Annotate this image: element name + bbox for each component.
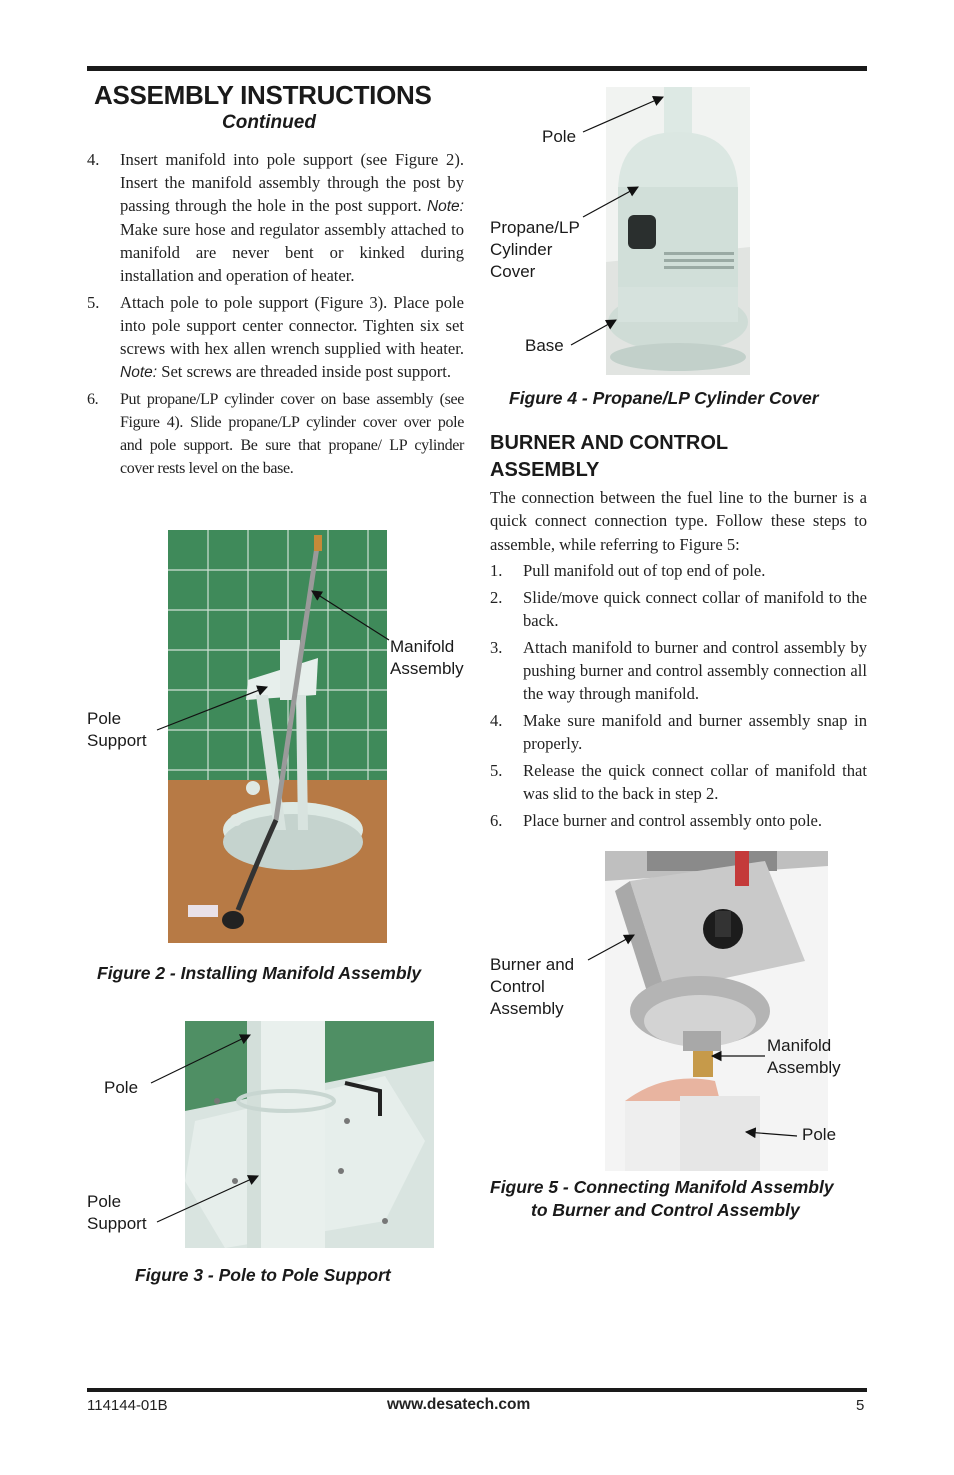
- step-number: 5.: [490, 761, 503, 780]
- figure4-label-cover: Propane/LP Cylinder Cover: [490, 218, 580, 281]
- step-number: 4.: [87, 150, 100, 169]
- step-number: 5.: [87, 293, 100, 312]
- page-subtitle: Continued: [222, 112, 316, 133]
- arrow-line: [746, 1132, 797, 1136]
- step-text: Set screws are threaded inside post support.: [157, 362, 452, 381]
- section-intro: The connection between the fuel line to the burner is a quick connect connection type. Follow these steps to assemble, while referring to Figure 5:: [490, 488, 867, 554]
- step-number: 3.: [490, 638, 503, 657]
- figure2-caption: Figure 2 - Installing Manifold Assembly: [97, 963, 422, 983]
- figure3-label-pole: Pole: [104, 1078, 139, 1097]
- figure3-caption: Figure 3 - Pole to Pole Support: [135, 1265, 391, 1285]
- page-number: 5: [856, 1397, 865, 1414]
- doc-number: 114144-01B: [87, 1397, 168, 1414]
- step-text: Attach manifold to burner and control assembly by pushing burner and control assembly connection all the way through manifold.: [523, 638, 867, 703]
- page-title: ASSEMBLY INSTRUCTIONS: [94, 80, 432, 110]
- note-label: Note:: [120, 364, 158, 381]
- step-text: Slide/move quick connect collar of manifold to the back.: [523, 588, 867, 630]
- arrow-line: [583, 97, 663, 132]
- step-text: Release the quick connect collar of manifold that was slid to the back in step 2.: [523, 761, 867, 803]
- step-number: 6.: [490, 811, 503, 830]
- step-text: Make sure manifold and burner assembly snap in properly.: [523, 711, 867, 753]
- section-heading: BURNER AND CONTROL ASSEMBLY: [490, 432, 728, 481]
- arrow-line: [571, 320, 616, 345]
- arrow-line: [151, 1035, 250, 1083]
- arrow-line: [583, 187, 638, 217]
- step-text: Insert manifold into pole support (see Figure 2). Insert the manifold assembly through the post by passing through the hole in the post support.: [120, 150, 464, 215]
- figure4-label-base: Base: [525, 336, 564, 355]
- figure5-label-pole: Pole: [802, 1125, 837, 1144]
- step-number: 2.: [490, 588, 503, 607]
- figure4-label-pole: Pole: [542, 127, 577, 146]
- arrow-line: [312, 591, 389, 640]
- step-text: Attach pole to pole support (Figure 3). Place pole into pole support center connector. Tighten six set screws with hex allen wrench supplied with heater.: [120, 293, 464, 358]
- arrow-line: [588, 935, 634, 960]
- figure4-caption: Figure 4 - Propane/LP Cylinder Cover: [509, 388, 819, 408]
- step-text: Put propane/LP cylinder cover on base assembly (see Figure 4). Slide propane/LP cylinder cover over pole and pole support. Be sure that propane/ LP cylinder cover rests level on the base.: [120, 391, 464, 477]
- step-text: Make sure hose and regulator assembly attached to manifold are never bent or kinked during installation and operation of heater.: [120, 220, 464, 285]
- step-number: 6.: [87, 391, 99, 408]
- note-label: Note:: [426, 198, 464, 215]
- figure5-caption-line1: Figure 5 - Connecting Manifold Assembly: [490, 1177, 834, 1197]
- figure2-label-pole-support: Pole Support: [87, 709, 147, 750]
- figure5-caption-line2: to Burner and Control Assembly: [531, 1200, 800, 1220]
- figure3-label-pole-support: Pole Support: [87, 1192, 147, 1233]
- arrow-line: [157, 1176, 258, 1222]
- step-number: 4.: [490, 711, 503, 730]
- figure5-label-manifold: Manifold Assembly: [767, 1036, 841, 1077]
- bottom-rule: [87, 1388, 867, 1392]
- step-text: Pull manifold out of top end of pole.: [523, 561, 766, 580]
- figure5-label-burner: Burner and Control Assembly: [490, 955, 575, 1018]
- step-text: Place burner and control assembly onto pole.: [523, 811, 823, 830]
- arrow-line: [157, 687, 267, 730]
- figure2-label-manifold: Manifold Assembly: [390, 637, 464, 678]
- website-link[interactable]: www.desatech.com: [387, 1396, 531, 1413]
- step-number: 1.: [490, 561, 503, 580]
